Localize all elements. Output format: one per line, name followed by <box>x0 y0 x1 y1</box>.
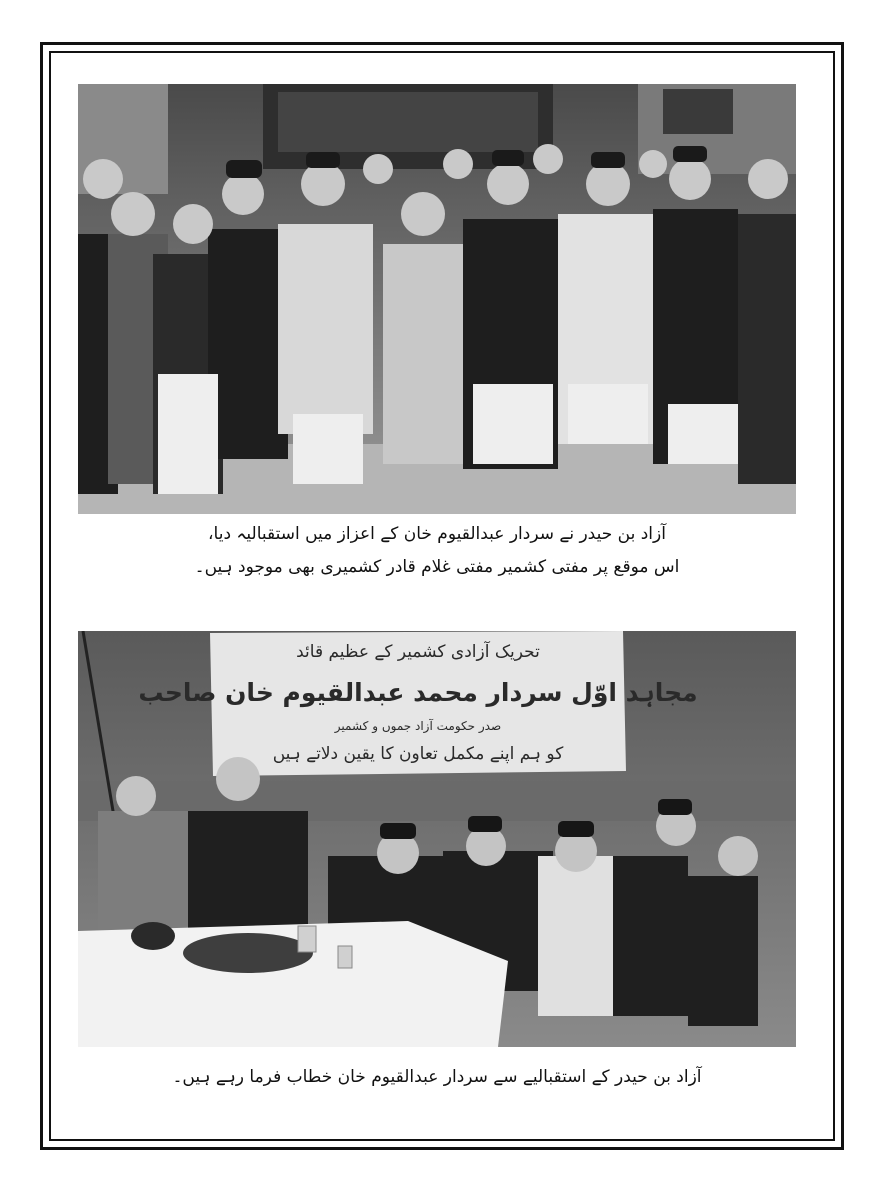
banner-line-2: مجاہد اوّل سردار محمد عبدالقیوم خان صاحب <box>138 678 698 707</box>
banner-line-1: تحریک آزادی کشمیر کے عظیم قائد <box>296 642 540 662</box>
reception-photo <box>78 631 796 1047</box>
group-photo <box>78 84 796 514</box>
banner-line-4: کو ہم اپنے مکمل تعاون کا یقین دلاتے ہیں <box>272 744 564 764</box>
top-photo-caption-line-1: آزاد بن حیدر نے سردار عبدالقیوم خان کے اعزاز میں استقبالیہ دیا، <box>208 524 666 544</box>
top-photo-caption-line-2: اس موقع پر مفتی کشمیر مفتی غلام قادر کشمیری بھی موجود ہیں۔ <box>194 557 680 577</box>
banner-line-3: صدر حکومت آزاد جموں و کشمیر <box>334 719 502 733</box>
bottom-photo-caption: آزاد بن حیدر کے استقبالیے سے سردار عبدالقیوم خان خطاب فرما رہے ہیں۔ <box>172 1067 702 1087</box>
